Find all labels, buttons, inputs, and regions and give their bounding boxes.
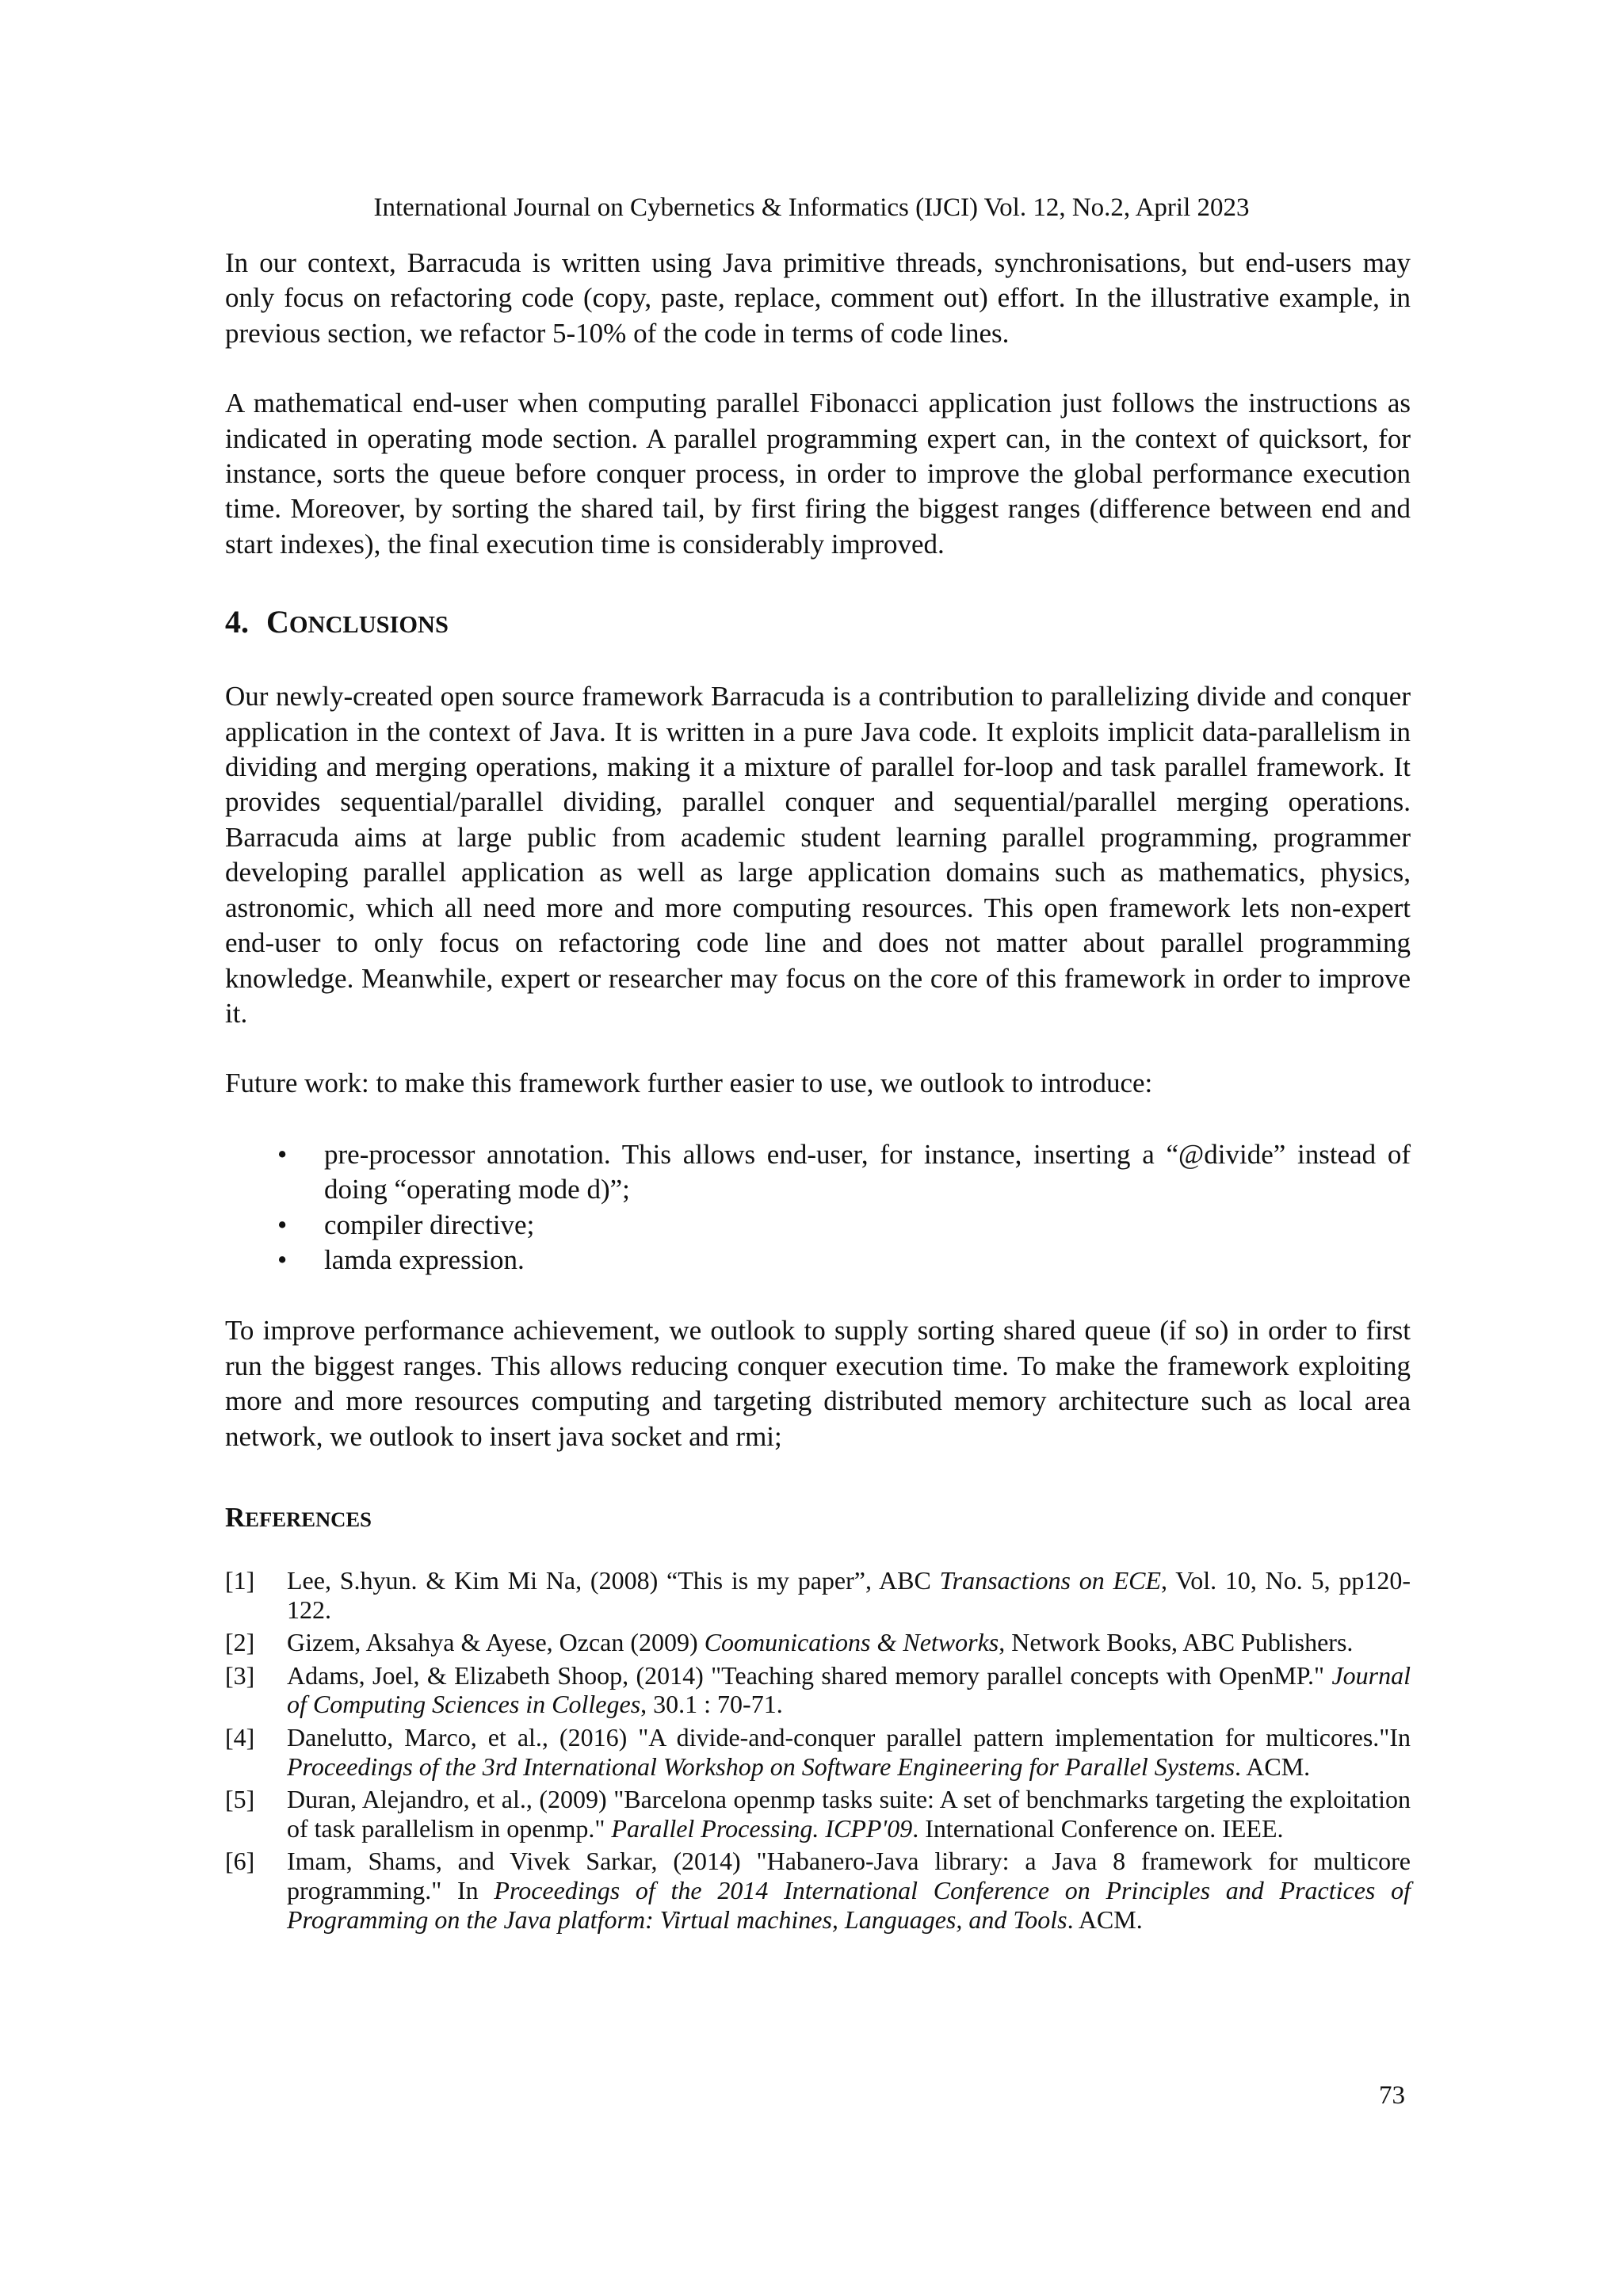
intro-paragraph-1: In our context, Barracuda is written using Java primitive threads, synchronisations, but end-users may only focus on refactoring code (copy, paste, replace, comment out) effort. In the illustrative example, in previous section, we refactor 5-10% of the code in terms of code lines. [225, 247, 1411, 349]
page-number: 73 [1379, 2081, 1405, 2110]
running-head: International Journal on Cybernetics & Informatics (IJCI) Vol. 12, No.2, April 2023 [373, 193, 1250, 222]
list-item-text: compiler directive; [324, 1209, 535, 1240]
section-title-rest: ONCLUSIONS [288, 611, 449, 639]
reference-venue: Parallel Processing. ICPP'09 [611, 1813, 913, 1843]
reference-item: [2] Gizem, Aksahya & Ayese, Ozcan (2009) Coomunications & Networks, Network Books, ABC Publishers. [225, 1628, 1354, 1657]
reference-venue: Proceedings of the 2014 International Conference on Principles and Practices of Programming on the Java platform: Virtual machines, Languages, and Tools [287, 1875, 1411, 1934]
reference-number: [1] [225, 1565, 255, 1595]
reference-number: [4] [225, 1722, 255, 1752]
reference-list [225, 1566, 1411, 1934]
page-body [225, 246, 1411, 1938]
list-item [225, 1243, 1411, 1278]
reference-number: [6] [225, 1847, 255, 1876]
section-heading-conclusions [225, 603, 1411, 644]
reference-item: [5] Duran, Alejandro, et al., (2009) "Barcelona openmp tasks suite: A set of benchmarks targeting the exploitation of task parallelism in openmp." Parallel Processing. ICPP'09. International Conference on. IEEE. [225, 1785, 1411, 1843]
reference-venue: Transactions on ECE [939, 1565, 1162, 1595]
intro-paragraph-2: A mathematical end-user when computing parallel Fibonacci application just follows the instructions as indicated in operating mode section. A parallel programming expert can, in the context of quicksort, for instance, sorts the queue before conquer process, in order to improve the global performance execution time. Moreover, by sorting the shared tail, by first firing the biggest ranges (difference between end and start indexes), the final execution time is considerably improved. [225, 388, 1411, 560]
reference-item: [3] Adams, Joel, & Elizabeth Shoop, (2014) "Teaching shared memory parallel concepts with OpenMP." Journal of Computing Sciences in Colleges, 30.1 : 70-71. [225, 1660, 1411, 1719]
section-heading-references [225, 1500, 1411, 1537]
bullet-icon: • [277, 1138, 288, 1170]
list-item [225, 1208, 1411, 1243]
section-title-initial: C [266, 604, 289, 640]
reference-item: [4] Danelutto, Marco, et al., (2016) "A divide-and-conquer parallel pattern implementation for multicores."In Proceedings of the 3rd International Workshop on Software Engineering for Parallel Systems. ACM. [225, 1722, 1411, 1781]
bullet-icon: • [277, 1244, 288, 1275]
bullet-icon: • [277, 1209, 288, 1240]
list-item-text: lamda expression. [324, 1244, 525, 1275]
references-title-rest: EFERENCES [245, 1507, 372, 1531]
reference-number: [5] [225, 1785, 255, 1814]
list-item-text: pre-processor annotation. This allows end-user, for instance, inserting a “@divide” instead of doing “operating mode d)”; [324, 1138, 1411, 1205]
conclusions-paragraph-1: Our newly-created open source framework Barracuda is a contribution to parallelizing divide and conquer application in the context of Java. It is written in a pure Java code. It exploits implicit data-parallelism in dividing and merging operations, making it a mixture of parallel for-loop and task parallel framework. It provides sequential/parallel dividing, parallel conquer and sequential/parallel merging operations. Barracuda aims at large public from academic student learning parallel programming, programmer developing parallel application as well as large application domains such as mathematics, physics, astronomic, which all need more and more computing resources. This open framework lets non-expert end-user to only focus on refactoring code line and does not matter about parallel programming knowledge. Meanwhile, expert or researcher may focus on the core of this framework in order to improve it. [225, 681, 1411, 1029]
section-number: 4. [225, 604, 249, 640]
future-work-list [225, 1137, 1411, 1278]
conclusions-paragraph-2: To improve performance achievement, we outlook to supply sorting shared queue (if so) in order to first run the biggest ranges. This allows reducing conquer execution time. To make the framework exploiting more and more resources computing and targeting distributed memory architecture such as local area network, we outlook to insert java socket and rmi; [225, 1315, 1411, 1452]
references-title-initial: R [225, 1501, 246, 1533]
future-work-paragraph: Future work: to make this framework further easier to use, we outlook to introduce: [225, 1068, 1153, 1099]
reference-venue: Journal of Computing Sciences in Colleges [287, 1660, 1411, 1719]
reference-number: [3] [225, 1660, 255, 1690]
reference-item: [1] Lee, S.hyun. & Kim Mi Na, (2008) “This is my paper”, ABC Transactions on ECE, Vol. 10, No. 5, pp120-122. [225, 1565, 1411, 1624]
reference-item: [6] Imam, Shams, and Vivek Sarkar, (2014) "Habanero-Java library: a Java 8 framework for multicore programming." In Proceedings of the 2014 International Conference on Principles and Practices of Programming on the Java platform: Virtual machines, Languages, and Tools. ACM. [225, 1847, 1411, 1934]
list-item [225, 1137, 1411, 1208]
reference-venue: Coomunications & Networks [704, 1628, 999, 1657]
reference-number: [2] [225, 1628, 255, 1657]
reference-venue: Proceedings of the 3rd International Workshop on Software Engineering for Parallel Systems [287, 1752, 1235, 1781]
